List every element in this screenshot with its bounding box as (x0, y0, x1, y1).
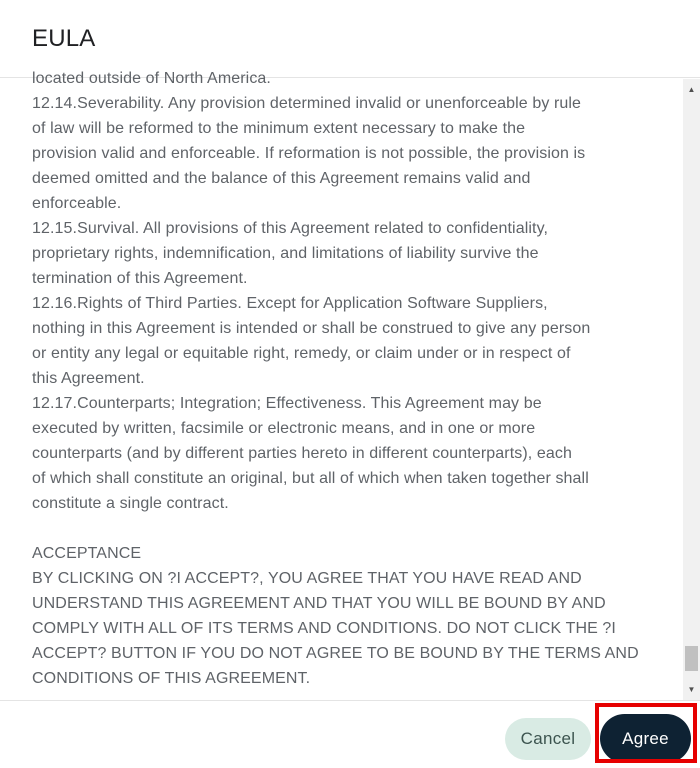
eula-text-line (32, 516, 664, 541)
eula-text-line: deemed omitted and the balance of this Agreement remains valid and (32, 170, 531, 187)
eula-text-line: enforceable. (32, 195, 122, 212)
dialog-footer (0, 700, 700, 768)
eula-text-line: 12.17.Counterparts; Integration; Effectiveness. This Agreement may be (32, 395, 542, 412)
eula-text-line: 12.14.Severability. Any provision determined invalid or unenforceable by rule (32, 95, 582, 112)
eula-scroll-area[interactable] (0, 70, 683, 700)
eula-text-line: ACCEPT? BUTTON IF YOU DO NOT AGREE TO BE BOUND BY THE TERMS AND (32, 645, 639, 662)
eula-text-line: BY CLICKING ON ?I ACCEPT?, YOU AGREE THAT YOU HAVE READ AND (32, 570, 582, 587)
scrollbar-thumb[interactable] (685, 646, 698, 671)
scroll-up-icon[interactable]: ▲ (687, 85, 696, 94)
eula-text-line: this Agreement. (32, 370, 145, 387)
eula-text-line: 12.15.Survival. All provisions of this Agreement related to confidentiality, (32, 220, 549, 237)
eula-text-line: nothing in this Agreement is intended or shall be construed to give any person (32, 320, 591, 337)
cancel-button[interactable]: Cancel (505, 718, 591, 760)
eula-text-line: constitute a single contract. (32, 495, 229, 512)
scroll-down-icon[interactable]: ▼ (687, 685, 696, 694)
eula-text-line: CONDITIONS OF THIS AGREEMENT. (32, 670, 311, 687)
eula-text-line: 12.16.Rights of Third Parties. Except for Application Software Suppliers, (32, 295, 548, 312)
agree-button[interactable]: Agree (600, 714, 691, 763)
eula-text-line: of law will be reformed to the minimum extent necessary to make the (32, 120, 526, 137)
dialog-title: EULA (32, 24, 96, 52)
eula-text-line: termination of this Agreement. (32, 270, 248, 287)
eula-text-line: ACCEPTANCE (32, 545, 142, 562)
eula-text-line: proprietary rights, indemnification, and limitations of liability survive the (32, 245, 539, 262)
eula-text-line: or entity any legal or equitable right, remedy, or claim under or in respect of (32, 345, 571, 362)
eula-text-line: COMPLY WITH ALL OF ITS TERMS AND CONDITIONS. DO NOT CLICK THE ?I (32, 620, 616, 637)
eula-text-line: UNDERSTAND THIS AGREEMENT AND THAT YOU WILL BE BOUND BY AND (32, 595, 606, 612)
eula-text-lines (32, 66, 664, 691)
eula-text-line: counterparts (and by different parties hereto in different counterparts), each (32, 445, 572, 462)
eula-text-line: provision valid and enforceable. If reformation is not possible, the provision is (32, 145, 586, 162)
eula-text-line: located outside of North America. (32, 70, 271, 87)
eula-text-line: executed by written, facsimile or electronic means, and in one or more (32, 420, 536, 437)
eula-text-line: of which shall constitute an original, but all of which when taken together shall (32, 470, 589, 487)
vertical-scrollbar[interactable] (683, 79, 700, 700)
